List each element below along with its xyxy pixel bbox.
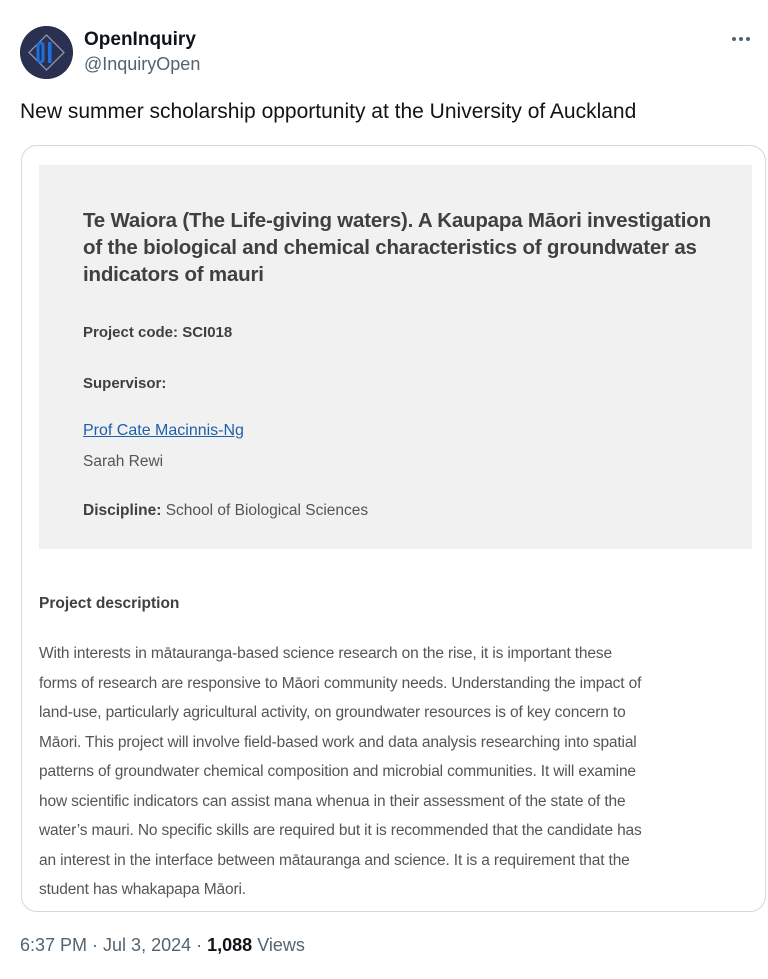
more-horizontal-icon bbox=[746, 37, 750, 41]
discipline-value: School of Biological Sciences bbox=[161, 502, 369, 519]
description-heading: Project description bbox=[39, 595, 180, 612]
more-horizontal-icon bbox=[732, 37, 736, 41]
description-line: land-use, particularly agricultural activity, on groundwater resources is of key concern to bbox=[39, 704, 626, 721]
supervisor-link[interactable]: Prof Cate Macinnis-Ng bbox=[83, 422, 244, 439]
project-description bbox=[39, 639, 754, 905]
post-time[interactable]: 6:37 PM bbox=[20, 935, 88, 955]
post-date[interactable]: Jul 3, 2024 bbox=[103, 935, 192, 955]
more-options-button[interactable] bbox=[726, 28, 756, 50]
project-title: Te Waiora (The Life-giving waters). A Kaupapa Māori investigation of the biological and chemical characteristics of groundwater as indicators of mauri bbox=[83, 209, 711, 286]
description-line: forms of research are responsive to Māori community needs. Understanding the impact of bbox=[39, 674, 642, 692]
separator: · bbox=[196, 935, 203, 955]
project-code: Project code: SCI018 bbox=[83, 324, 233, 341]
author-handle[interactable]: @InquiryOpen bbox=[84, 54, 201, 74]
description-line: patterns of groundwater chemical composition and microbial communities. It will examine bbox=[39, 763, 636, 780]
author-display-name[interactable]: OpenInquiry bbox=[84, 29, 196, 50]
supervisor-label: Supervisor: bbox=[83, 375, 167, 392]
openinquiry-logo-icon bbox=[20, 26, 73, 79]
post-header bbox=[20, 26, 760, 82]
views-label: Views bbox=[257, 935, 305, 955]
project-summary-panel bbox=[39, 165, 752, 549]
description-line: water’s mauri. No specific skills are required but it is recommended that the candidate has bbox=[39, 822, 642, 839]
post-text: New summer scholarship opportunity at the University of Auckland bbox=[20, 100, 637, 123]
discipline bbox=[83, 502, 368, 520]
views-count: 1,088 bbox=[207, 935, 253, 955]
more-horizontal-icon bbox=[739, 37, 743, 41]
co-supervisor-name: Sarah Rewi bbox=[83, 453, 164, 470]
discipline-label: Discipline: bbox=[83, 502, 162, 519]
attached-image-card[interactable] bbox=[21, 145, 766, 912]
description-line: With interests in mātauranga-based science research on the rise, it is important these bbox=[39, 645, 612, 662]
author-info bbox=[84, 28, 200, 76]
description-line: an interest in the interface between mātauranga and science. It is a requirement that the bbox=[39, 851, 630, 869]
description-line: how scientific indicators can assist mana whenua in their assessment of the state of the bbox=[39, 792, 626, 810]
post-metadata bbox=[20, 933, 305, 957]
description-line: student has whakapapa Māori. bbox=[39, 881, 246, 898]
avatar[interactable] bbox=[20, 26, 73, 79]
description-line: Māori. This project will involve field-based work and data analysis researching into spatial bbox=[39, 733, 637, 751]
separator: · bbox=[92, 935, 99, 955]
